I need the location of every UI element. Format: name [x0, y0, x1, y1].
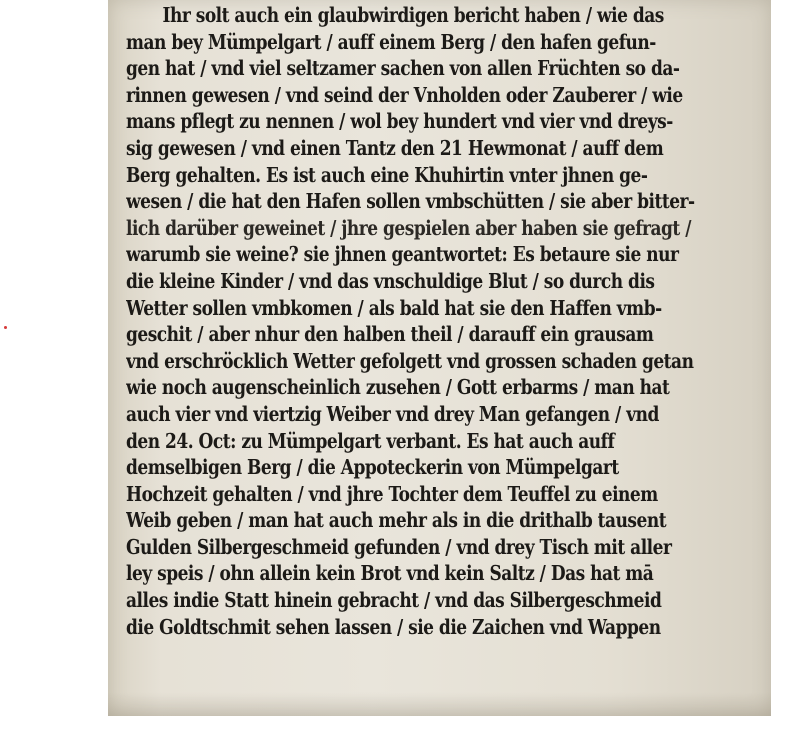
text-line: Weib geben / man hat auch mehr als in die drithalb tausent	[126, 508, 667, 533]
text-line: Gulden Silbergeschmeid gefunden / vnd drey Tisch mit aller	[126, 534, 672, 559]
text-line: auch vier vnd viertzig Weiber vnd drey Man gefangen / vnd	[126, 401, 659, 426]
text-line: die Goldtschmit sehen lassen / sie die Zaichen vnd Wappen	[126, 614, 661, 639]
text-line: warumb sie weine? sie jhnen geantwortet: Es betaure sie nur	[126, 242, 679, 267]
text-line: alles indie Statt hinein gebracht / vnd das Silbergeschmeid	[126, 588, 662, 613]
text-line: lich darüber geweinet / jhre gespielen aber haben sie gefragt /	[126, 215, 691, 240]
text-line: vnd erschröcklich Wetter gefolgett vnd grossen schaden getan	[126, 348, 694, 373]
text-line: den 24. Oct: zu Mümpelgart verbant. Es hat auch auff	[126, 428, 615, 453]
text-line: man bey Mümpelgart / auff einem Berg / den hafen gefun-	[126, 29, 656, 54]
text-line: wie noch augenscheinlich zusehen / Gott erbarms / man hat	[126, 375, 670, 400]
text-line: gen hat / vnd viel seltzamer sachen von allen Früchten so da-	[126, 56, 680, 81]
text-line: Hochzeit gehalten / vnd jhre Tochter dem Teuffel zu einem	[126, 481, 658, 506]
text-line: Berg gehalten. Es ist auch eine Khuhirtin vnter jhnen ge-	[126, 162, 648, 187]
blackletter-text-block	[126, 2, 756, 640]
margin-mark	[4, 326, 7, 329]
text-line: Ihr solt auch ein glaubwirdigen bericht haben / wie das	[162, 3, 664, 27]
text-line: ley speis / ohn allein kein Brot vnd kein Saltz / Das hat mā	[126, 561, 654, 586]
text-line: mans pflegt zu nennen / wol bey hundert vnd vier vnd dreys-	[126, 109, 673, 134]
text-line: geschit / aber nhur den halben theil / darauff ein grausam	[126, 322, 654, 347]
text-line: wesen / die hat den Hafen sollen vmbschütten / sie aber bitter-	[126, 189, 695, 214]
text-line: sig gewesen / vnd einen Tantz den 21 Hewmonat / auff dem	[126, 135, 664, 160]
scanned-page	[108, 0, 771, 716]
right-margin	[771, 0, 798, 730]
text-line: demselbigen Berg / die Appoteckerin von Mümpelgart	[126, 455, 619, 480]
text-line: rinnen gewesen / vnd seind der Vnholden oder Zauberer / wie	[126, 82, 683, 107]
text-line: die kleine Kinder / vnd das vnschuldige Blut / so durch dis	[126, 268, 655, 293]
text-line: Wetter sollen vmbkomen / als bald hat sie den Haffen vmb-	[126, 295, 662, 320]
